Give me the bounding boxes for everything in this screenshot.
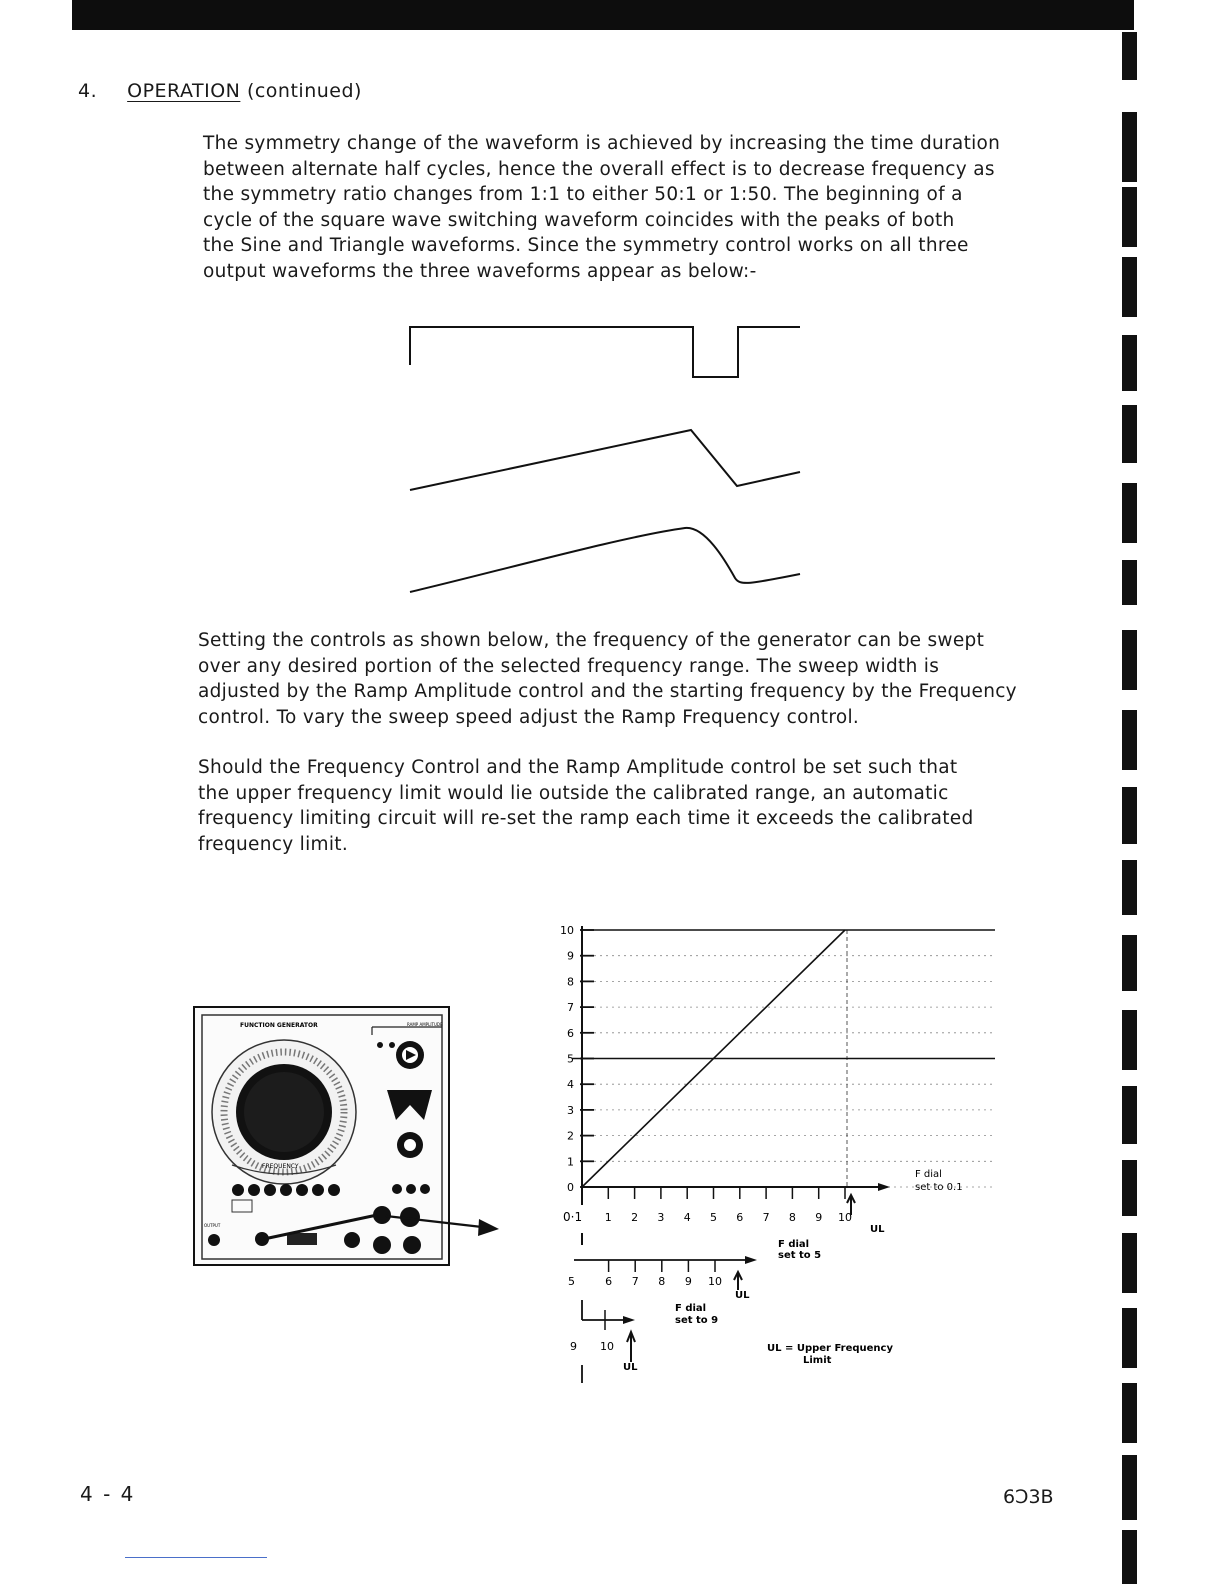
scale-3-ul: UL <box>623 1362 638 1373</box>
scale-2-tick-label: 8 <box>658 1275 666 1288</box>
punch-mark <box>1122 32 1137 80</box>
ramp-chart <box>545 915 1015 1395</box>
scale-1-note-line1: F dial <box>915 1169 942 1180</box>
punch-mark <box>1122 630 1137 690</box>
page-number: 4 - 4 <box>80 1482 136 1506</box>
punch-mark <box>1122 1308 1137 1368</box>
punch-mark <box>1122 787 1137 844</box>
scale-2-start: 5 <box>568 1275 575 1288</box>
scale-2-ul: UL <box>735 1290 750 1301</box>
x-tick-label: 4 <box>683 1211 691 1224</box>
scale-1-start: 0·1 <box>563 1210 583 1224</box>
punch-mark <box>1122 483 1137 543</box>
ramp-amplitude-label: RAMP AMPLITUDE <box>407 1022 443 1027</box>
punch-mark <box>1122 335 1137 391</box>
punch-mark <box>1122 1160 1137 1216</box>
output-label: OUTPUT <box>204 1223 221 1228</box>
scale-2-note-line2: set to 5 <box>778 1250 822 1261</box>
footer-rule <box>125 1557 267 1558</box>
function-generator-panel <box>192 1005 502 1270</box>
punch-mark <box>1122 1455 1137 1520</box>
scale-2-note-line1: F dial <box>778 1239 810 1250</box>
sine-waveform <box>410 528 800 592</box>
scale-3-start: 9 <box>570 1340 577 1353</box>
section-heading <box>78 80 362 102</box>
paragraph-limiting: Should the Frequency Control and the Ramp Amplitude control be set such that the upper frequency limit would lie outside the calibrated range, an automatic frequency limiting circuit will re-set the ramp each time it exceeds the calibrated frequency limit. <box>198 757 974 855</box>
square-waveform <box>410 327 800 377</box>
x-tick-label: 7 <box>762 1211 770 1224</box>
punch-mark <box>1122 187 1137 247</box>
top-dark-bar <box>72 0 1134 30</box>
punch-mark <box>1122 257 1137 317</box>
y-tick-label: 3 <box>567 1103 574 1117</box>
scale-2-tick-label: 6 <box>605 1275 613 1288</box>
section-number: 4. <box>78 80 98 102</box>
section-title: OPERATION <box>127 80 241 102</box>
punch-mark <box>1122 710 1137 770</box>
y-tick-label: 8 <box>567 975 574 989</box>
x-tick-label: 6 <box>736 1211 744 1224</box>
punch-mark <box>1122 1383 1137 1443</box>
y-tick-label: 0 <box>567 1181 574 1194</box>
y-tick-label: 7 <box>567 1001 574 1015</box>
scale-2-tick-label: 10 <box>708 1275 722 1288</box>
scale-3-tick-label: 10 <box>600 1340 614 1353</box>
punch-mark <box>1122 860 1137 915</box>
scale-3-note-line1: F dial <box>675 1303 707 1314</box>
x-tick-label: 5 <box>710 1211 717 1224</box>
punch-mark <box>1122 560 1137 605</box>
scale-1-note-line2: set to 0.1 <box>915 1182 963 1193</box>
panel-title: FUNCTION GENERATOR <box>240 1022 318 1029</box>
x-tick-label: 1 <box>604 1211 612 1224</box>
legend-line2: Limit <box>803 1355 832 1366</box>
y-tick-label: 10 <box>560 924 574 937</box>
x-tick-label: 10 <box>838 1211 852 1224</box>
y-tick-label: 6 <box>567 1026 574 1040</box>
x-axis-arrow <box>878 1183 890 1191</box>
y-tick-label: 2 <box>567 1129 574 1143</box>
punch-mark <box>1122 112 1137 182</box>
y-tick-label: 1 <box>567 1155 574 1169</box>
y-tick-label: 4 <box>567 1078 574 1092</box>
punch-mark <box>1122 1530 1137 1584</box>
scale-2-tick-label: 7 <box>631 1275 639 1288</box>
punch-mark <box>1122 1086 1137 1144</box>
triangle-waveform <box>410 430 800 490</box>
y-tick-label: 5 <box>567 1052 574 1066</box>
punch-mark <box>1122 1233 1137 1293</box>
punch-mark <box>1122 935 1137 991</box>
x-tick-label: 3 <box>657 1211 665 1224</box>
x-tick-label: 9 <box>815 1211 823 1224</box>
y-tick-label: 9 <box>567 949 574 963</box>
waveform-figure <box>395 310 815 600</box>
scale-2-tick-label: 9 <box>684 1275 692 1288</box>
punch-mark <box>1122 405 1137 463</box>
document-code: 6Ɔ3B <box>1003 1486 1054 1508</box>
x-tick-label: 8 <box>788 1211 796 1224</box>
paragraph-sweep: Setting the controls as shown below, the frequency of the generator can be swept over any desired portion of the selected frequency range. The sweep width is adjusted by the Ramp Amplitude control and the starting frequency by the Frequency control. To vary the sweep speed adjust the Ramp Frequency control. <box>198 630 1017 728</box>
section-title-suffix: (continued) <box>246 80 362 102</box>
frequency-label: FREQUENCY <box>262 1163 299 1170</box>
scale-3-note-line2: set to 9 <box>675 1315 719 1326</box>
paragraph-symmetry: The symmetry change of the waveform is achieved by increasing the time duration between alternate half cycles, hence the overall effect is to decrease frequency as the symmetry ratio changes from 1:1 to either 50:1 or 1:50. The beginning of a cycle of the square wave switching waveform coincides with the peaks of both the Sine and Triangle waveforms. Since the symmetry control works on all three output waveforms the three waveforms appear as below:- <box>203 133 1001 282</box>
legend-line1: UL = Upper Frequency <box>767 1343 893 1354</box>
x-tick-label: 2 <box>631 1211 639 1224</box>
scale-1-ul: UL <box>870 1224 885 1235</box>
punch-mark <box>1122 1010 1137 1070</box>
